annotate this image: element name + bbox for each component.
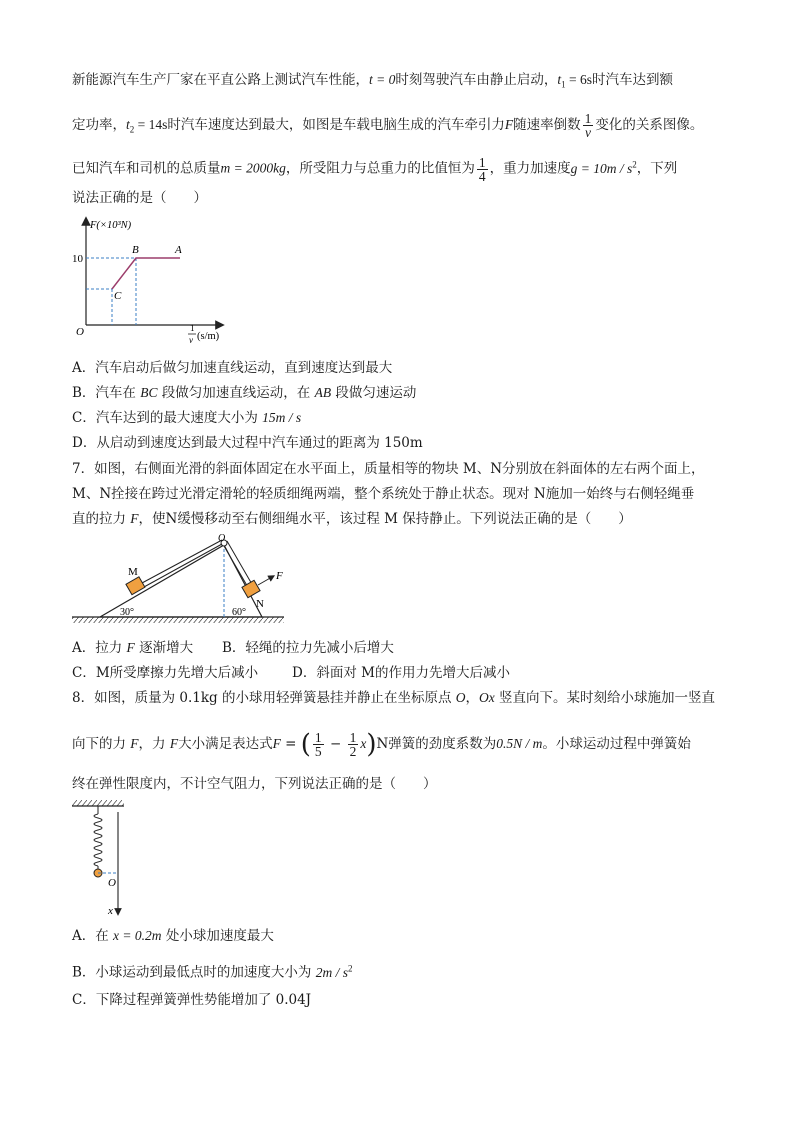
q6-fraction-quarter: $\frac{1}{4}$ [478,154,486,184]
q8-option-c[interactable]: C．下降过程弹簧弹性势能增加了 0.04J [72,992,312,1008]
q6-stem-line4: 说法正确的是（ ） [72,190,207,206]
q6-stem-line3: 已知汽车和司机的总质量m = 2000kg，所受阻力与总重力的比值恒为 $\frac{1}{4}$ ，重力加速度$g = 10m / s^2$，下列 [72,154,678,184]
label-x: x [108,905,113,917]
q7-option-c[interactable]: C．M所受摩擦力先增大后减小 [72,665,259,681]
rope-right-2 [224,546,249,589]
rope-right [227,541,253,586]
q7-option-a[interactable]: A．拉力 F 逐渐增大 [72,640,194,656]
q6-option-b[interactable]: B．汽车在 BC 段做匀加速直线运动，在 AB 段做匀速运动 [72,385,417,401]
q6-force-graph [70,215,240,345]
graph-curve [112,258,180,289]
graph-origin: O [76,326,84,338]
q8-stem-line2: 向下的力 F，力 F大小满足表达式F = ( $\frac{1}{5}$ − $\frac{1}{2}$ x)N弹簧的劲度系数为0.5N / m。小球运动过程中弹簧始 [72,729,691,760]
spring-coil [94,814,102,866]
q7-stem-line3: 直的拉力 F，使N缓慢移动至右侧细绳水平，该过程 M 保持静止。下列说法正确的是（ ） [72,511,632,527]
paren-right: ) [366,729,377,760]
q7-option-b[interactable]: B．轻绳的拉力先减小后增大 [222,640,394,656]
graph-x-label-unit: (s/m) [197,331,220,342]
q6-option-a[interactable]: A．汽车启动后做匀加速直线运动，直到速度达到最大 [72,360,393,376]
q6-option-d[interactable]: D．从启动到速度达到最大过程中汽车通过的距离为 150m [72,435,423,451]
q8-spring-figure [72,800,142,920]
q6-option-c[interactable]: C．汽车达到的最大速度大小为 15m / s [72,410,302,426]
label-f: F [276,570,283,582]
rope-left-2 [144,544,222,587]
graph-y-label: F(×10³N) [90,220,132,231]
q8-stem-line1: 8．如图，质量为 0.1kg 的小球用轻弹簧悬挂并静止在坐标原点 O，Ox 竖直向下。某时刻给小球施加一竖直 [72,690,716,706]
q6-stem-line2: 定功率，$t_2 = 14s$时汽车速度达到最大，如图是车载电脑生成的汽车牵引力F随速率倒数 $\frac{1}{v}$ 变化的关系图像。 [72,111,704,140]
q7-incline-figure [72,535,292,625]
graph-x-label-den: v [189,335,193,345]
q7-stem-line2: M、N拴接在跨过光滑定滑轮的轻质细绳两端，整个系统处于静止状态。现对 N施加一始终与右侧轻绳垂 [72,486,695,502]
q8-stem-line3: 终在弹性限度内，不计空气阻力，下列说法正确的是（ ） [72,776,437,792]
graph-point-b: B [132,244,139,256]
angle-30: 30° [120,607,134,618]
label-m: M [128,566,138,578]
label-n: N [256,598,264,610]
graph-y-tick-10: 10 [72,253,83,265]
q6-stem-line1: 新能源汽车生产厂家在平直公路上测试汽车性能，t = 0时刻驾驶汽车由静止启动，$t_1 = 6s$时汽车达到额 [72,72,674,90]
rope-left [142,540,222,583]
q8-option-b[interactable]: B．小球运动到最低点时的加速度大小为 $2m / s^2$ [72,963,353,981]
label-o: O [108,877,116,889]
graph-x-label-num: 1 [190,323,195,333]
ground-hatch [72,617,284,623]
q7-option-d[interactable]: D．斜面对 M的作用力先增大后减小 [292,665,510,681]
ceiling-hatch [72,800,124,806]
graph-point-c: C [114,290,122,302]
q6-fraction-inverse-v: $\frac{1}{v}$ [584,111,592,140]
paren-left: ( [300,729,311,760]
label-o: O [218,533,226,544]
force-f-arrow [258,577,272,585]
q7-stem-line1: 7．如图，右侧面光滑的斜面体固定在水平面上，质量相等的物块 M、N分别放在斜面体的左右两个面上， [72,461,705,477]
angle-60: 60° [232,607,246,618]
graph-point-a: A [175,244,182,256]
q8-option-a[interactable]: A．在 x = 0.2m 处小球加速度最大 [72,928,274,944]
